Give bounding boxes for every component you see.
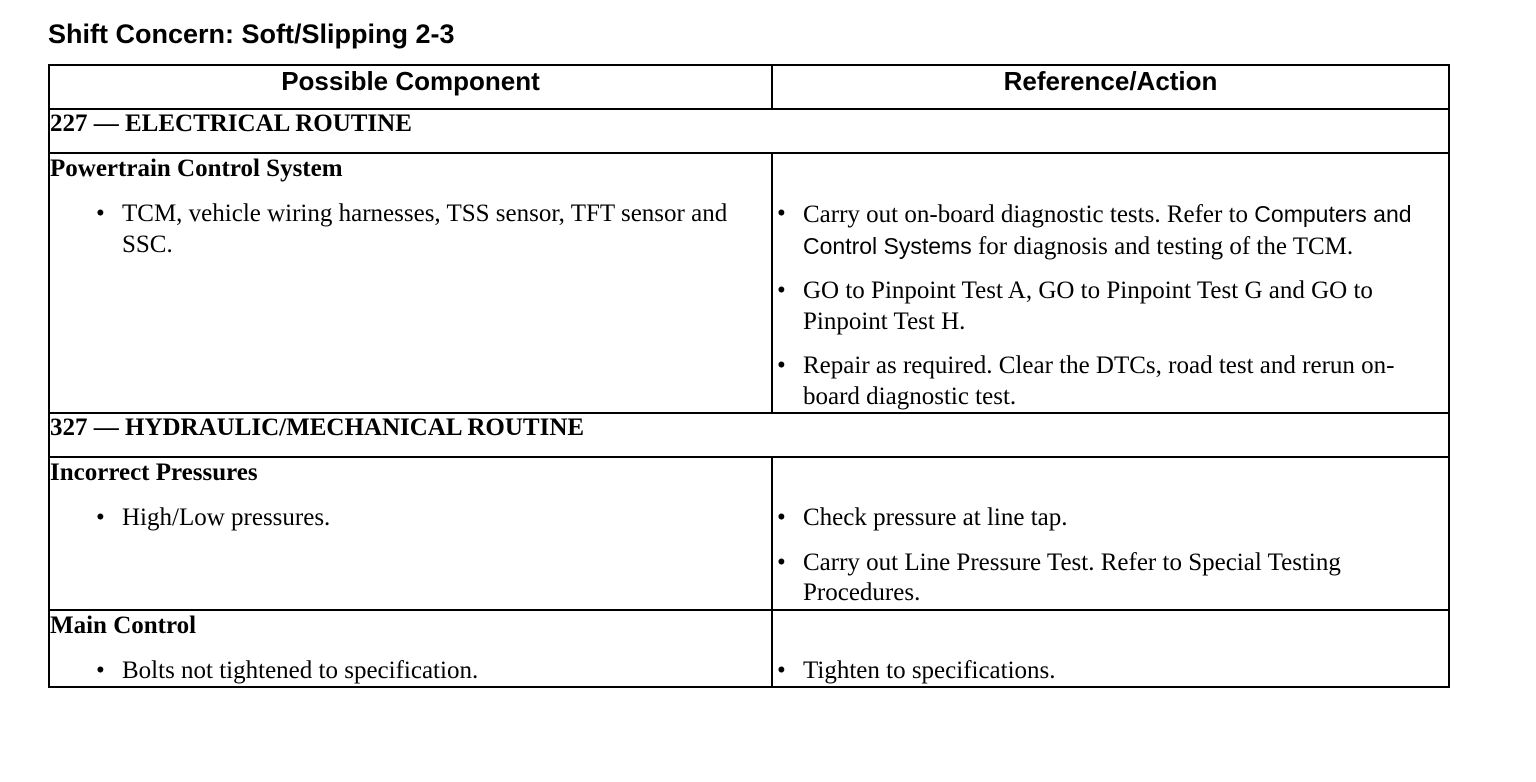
component-item bbox=[92, 503, 771, 534]
section-row bbox=[49, 109, 1449, 153]
component-cell bbox=[49, 610, 772, 688]
component-name: Incorrect Pressures bbox=[50, 459, 258, 486]
action-item bbox=[773, 548, 1448, 609]
action-text: Tighten to specifications. bbox=[803, 656, 1056, 684]
component-cell bbox=[49, 457, 772, 610]
component-name: Powertrain Control System bbox=[50, 155, 343, 182]
action-cell bbox=[772, 610, 1449, 688]
section-heading-hydraulic: 327 — HYDRAULIC/MECHANICAL ROUTINE bbox=[49, 413, 1449, 457]
bullet-icon: • bbox=[96, 200, 105, 227]
action-text: Check pressure at line tap. bbox=[803, 504, 1068, 531]
component-cell bbox=[49, 153, 772, 413]
table-row bbox=[49, 610, 1449, 688]
action-cell bbox=[772, 153, 1449, 413]
bullet-icon: • bbox=[777, 352, 786, 379]
bullet-icon: • bbox=[777, 200, 786, 227]
component-name: Main Control bbox=[50, 611, 197, 639]
table-row bbox=[49, 457, 1449, 610]
action-text: Carry out on-board diagnostic tests. Refer to bbox=[803, 201, 1255, 228]
bullet-icon: • bbox=[96, 504, 105, 531]
action-item bbox=[773, 276, 1448, 337]
action-item bbox=[773, 503, 1448, 534]
bullet-icon: • bbox=[96, 656, 105, 684]
action-cell bbox=[772, 457, 1449, 610]
column-header-action: Reference/Action bbox=[772, 65, 1449, 109]
component-text: Bolts not tightened to specification. bbox=[122, 656, 479, 684]
bullet-icon: • bbox=[777, 277, 786, 304]
component-text: TCM, vehicle wiring harnesses, TSS sensor, TFT sensor and SSC. bbox=[122, 200, 728, 258]
shift-concern-table bbox=[48, 64, 1450, 688]
bullet-icon: • bbox=[777, 548, 786, 576]
action-text: Repair as required. Clear the DTCs, road test and rerun on-board diagnostic test. bbox=[803, 352, 1395, 410]
table-header-row bbox=[49, 65, 1449, 109]
table-row bbox=[49, 153, 1449, 413]
action-item bbox=[773, 351, 1448, 412]
action-text: GO to Pinpoint Test A, GO to Pinpoint Test G and GO to Pinpoint Test H. bbox=[803, 277, 1373, 335]
component-item bbox=[92, 199, 771, 260]
reference-link[interactable]: Computers and Control Systems bbox=[803, 201, 1412, 259]
component-text: High/Low pressures. bbox=[122, 504, 331, 531]
action-item bbox=[773, 199, 1448, 262]
bullet-icon: • bbox=[777, 504, 786, 531]
column-header-component: Possible Component bbox=[49, 65, 772, 109]
page-title: Shift Concern: Soft/Slipping 2-3 bbox=[48, 19, 455, 49]
bullet-icon: • bbox=[777, 656, 786, 684]
section-heading-electrical: 227 — ELECTRICAL ROUTINE bbox=[49, 109, 1449, 153]
section-row bbox=[49, 413, 1449, 457]
component-item bbox=[92, 656, 771, 687]
action-item bbox=[773, 656, 1448, 687]
action-text: for diagnosis and testing of the TCM. bbox=[971, 232, 1354, 260]
action-text: Carry out Line Pressure Test. Refer to Special Testing Procedures. bbox=[803, 548, 1341, 606]
